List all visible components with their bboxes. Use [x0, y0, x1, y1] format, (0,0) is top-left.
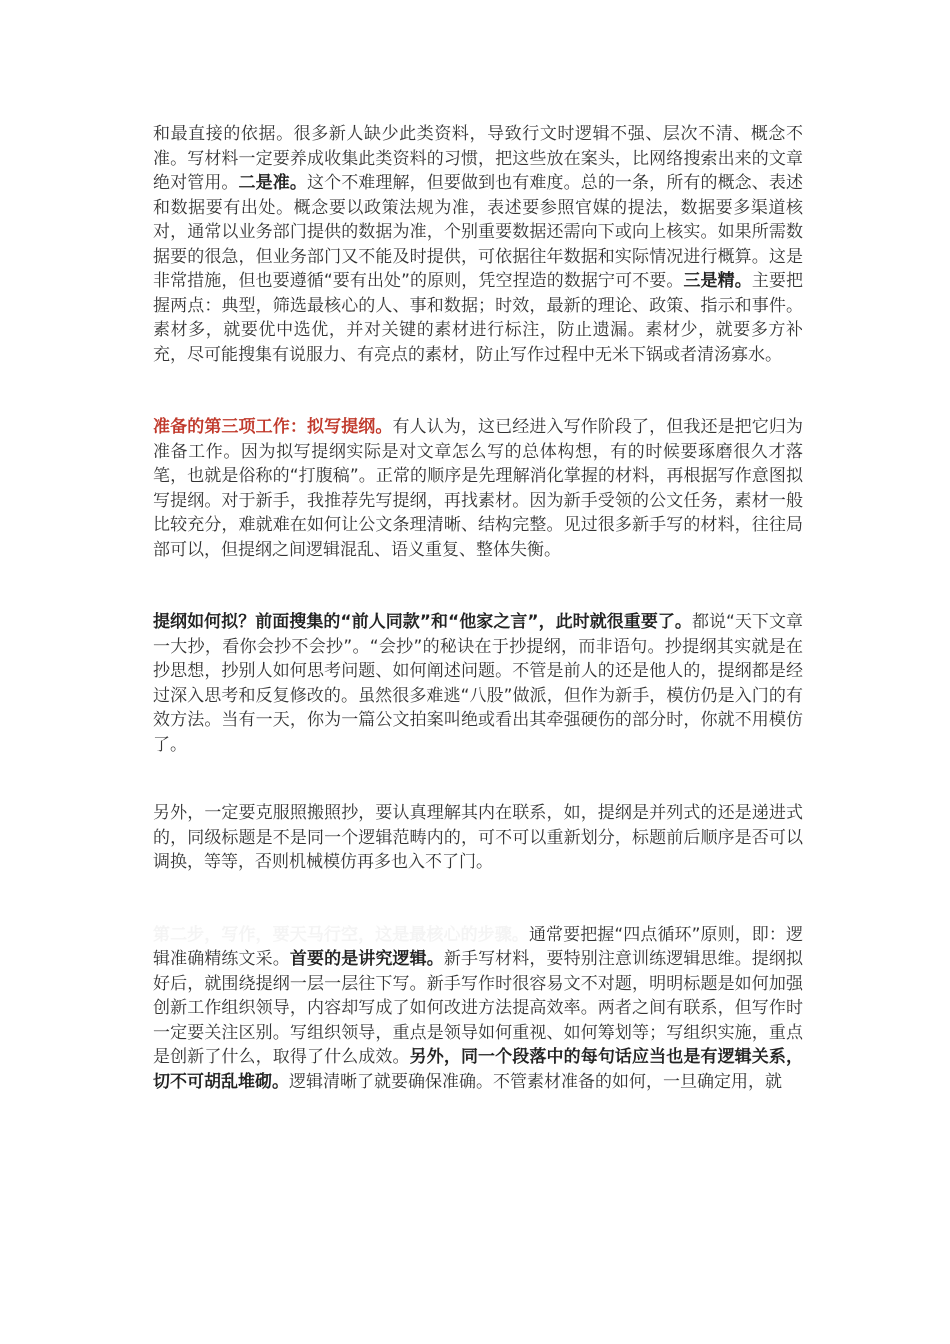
bold-point-sentence-logic: 另外，同一个段落中的每句话应当也是有逻辑关系，切不可胡乱堆砌。 [153, 1047, 804, 1092]
bold-point-logic: 首要的是讲究逻辑。 [289, 949, 444, 969]
paragraph-text: 另外，一定要克服照搬照抄，要认真理解其内在联系，如，提纲是并列式的还是递进式的，同级标题是不是同一个逻辑范畴内的，可不可以重新划分，标题前后顺序是否可以调换，等等，否则机械模仿再多也入不了门。 [153, 803, 803, 872]
paragraph-text: 有人认为，这已经进入写作阶段了，但我还是把它归为准备工作。因为拟写提纲实际是对文章怎么写的总体构想，有的时候要琢磨很久才落笔，也就是俗称的“打腹稿”。正常的顺序是先理解消化掌握的材料，再根据写作意图拟写提纲。对于新手，我推荐先写提纲，再找素材。因为新手受领的公文任务，素材一般比较充分，难就难在如何让公文条理清晰、结构完整。见过很多新手写的材料，往往局部可以，但提纲之间逻辑混乱、语义重复、整体失衡。 [153, 417, 804, 560]
paragraph-text: 这个不难理解，但要做到也有难度。总的一条，所有的概念、表述和数据要有出处。概念要以政策法规为准，表述要参照官媒的提法，数据要多渠道核对，通常以业务部门提供的数据为准，个别重要数据还需向下或向上核实。如果所需数据要的很急，但业务部门又不能及时提供，可依据往年数据和实际情况进行概算。这是非常措施，但也要遵循“要有出处”的原则，凭空捏造的数据宁可不要。 [153, 173, 804, 291]
paragraph-text: 都说“天下文章一大抄，看你会抄不会抄”。“会抄”的秘诀在于抄提纲，而非语句。抄提纲其实就是在抄思想，抄别人如何思考问题、如何阐述问题。不管是前人的还是他人的，提纲都是经过深入思考和反复修改的。虽然很多难逃“八股”做派，但作为新手，模仿仍是入门的有效方法。当有一天，你为一篇公文拍案叫绝或看出其牵强硬伤的部分时，你就不用模仿了。 [153, 612, 803, 755]
bold-lead-sentence: 提纲如何拟？前面搜集的“前人同款”和“他家之言”，此时就很重要了。 [153, 612, 692, 632]
paragraph-text: 和最直接的依据。很多新人缺少此类资料，导致行文时逻辑不强、层次不清、概念不准。写材料一定要养成收集此类资料的习惯，把这些放在案头，比网络搜索出来的文章绝对管用。 [153, 124, 803, 193]
paragraph-writing-step [153, 923, 803, 1095]
faded-heading: 第二步，写作，要天马行空，这是最核心的步骤。 [153, 924, 529, 945]
paragraph-text: 通常要把握“四点循环”原则，即：逻辑准确精练文采。 [153, 924, 803, 969]
paragraph-text: 主要把握两点：典型，筛选最核心的人、事和数据；时效，最新的理论、政策、指示和事件。素材多，就要优中选优，并对关键的素材进行标注，防止遗漏。素材少，就要多方补充，尽可能搜集有说服力、有亮点的素材，防止写作过程中无米下锅或者清汤寡水。 [153, 271, 804, 365]
paragraph-avoid-copying [153, 801, 803, 875]
section-heading-outline: 准备的第三项工作：拟写提纲。 [153, 417, 393, 437]
paragraph-how-to-outline [153, 610, 803, 757]
paragraph-text: 逻辑清晰了就要确保准确。不管素材准备的如何，一旦确定用，就 [289, 1071, 782, 1092]
bold-point-refined: 三是精。 [683, 271, 752, 291]
paragraph-outline-prep [153, 415, 803, 562]
bold-point-accurate: 二是准。 [238, 173, 307, 193]
document-page [153, 122, 803, 1094]
paragraph-materials-criteria [153, 122, 803, 367]
paragraph-text: 新手写材料，要特别注意训练逻辑思维。提纲拟好后，就围绕提纲一层一层往下写。新手写作时很容易文不对题，明明标题是如何加强创新工作组织领导，内容却写成了如何改进方法提高效率。两者之间有联系，但写作时一定要关注区别。写组织领导，重点是领导如何重视、如何筹划等；写组织实施，重点是创新了什么，取得了什么成效。 [153, 949, 804, 1067]
